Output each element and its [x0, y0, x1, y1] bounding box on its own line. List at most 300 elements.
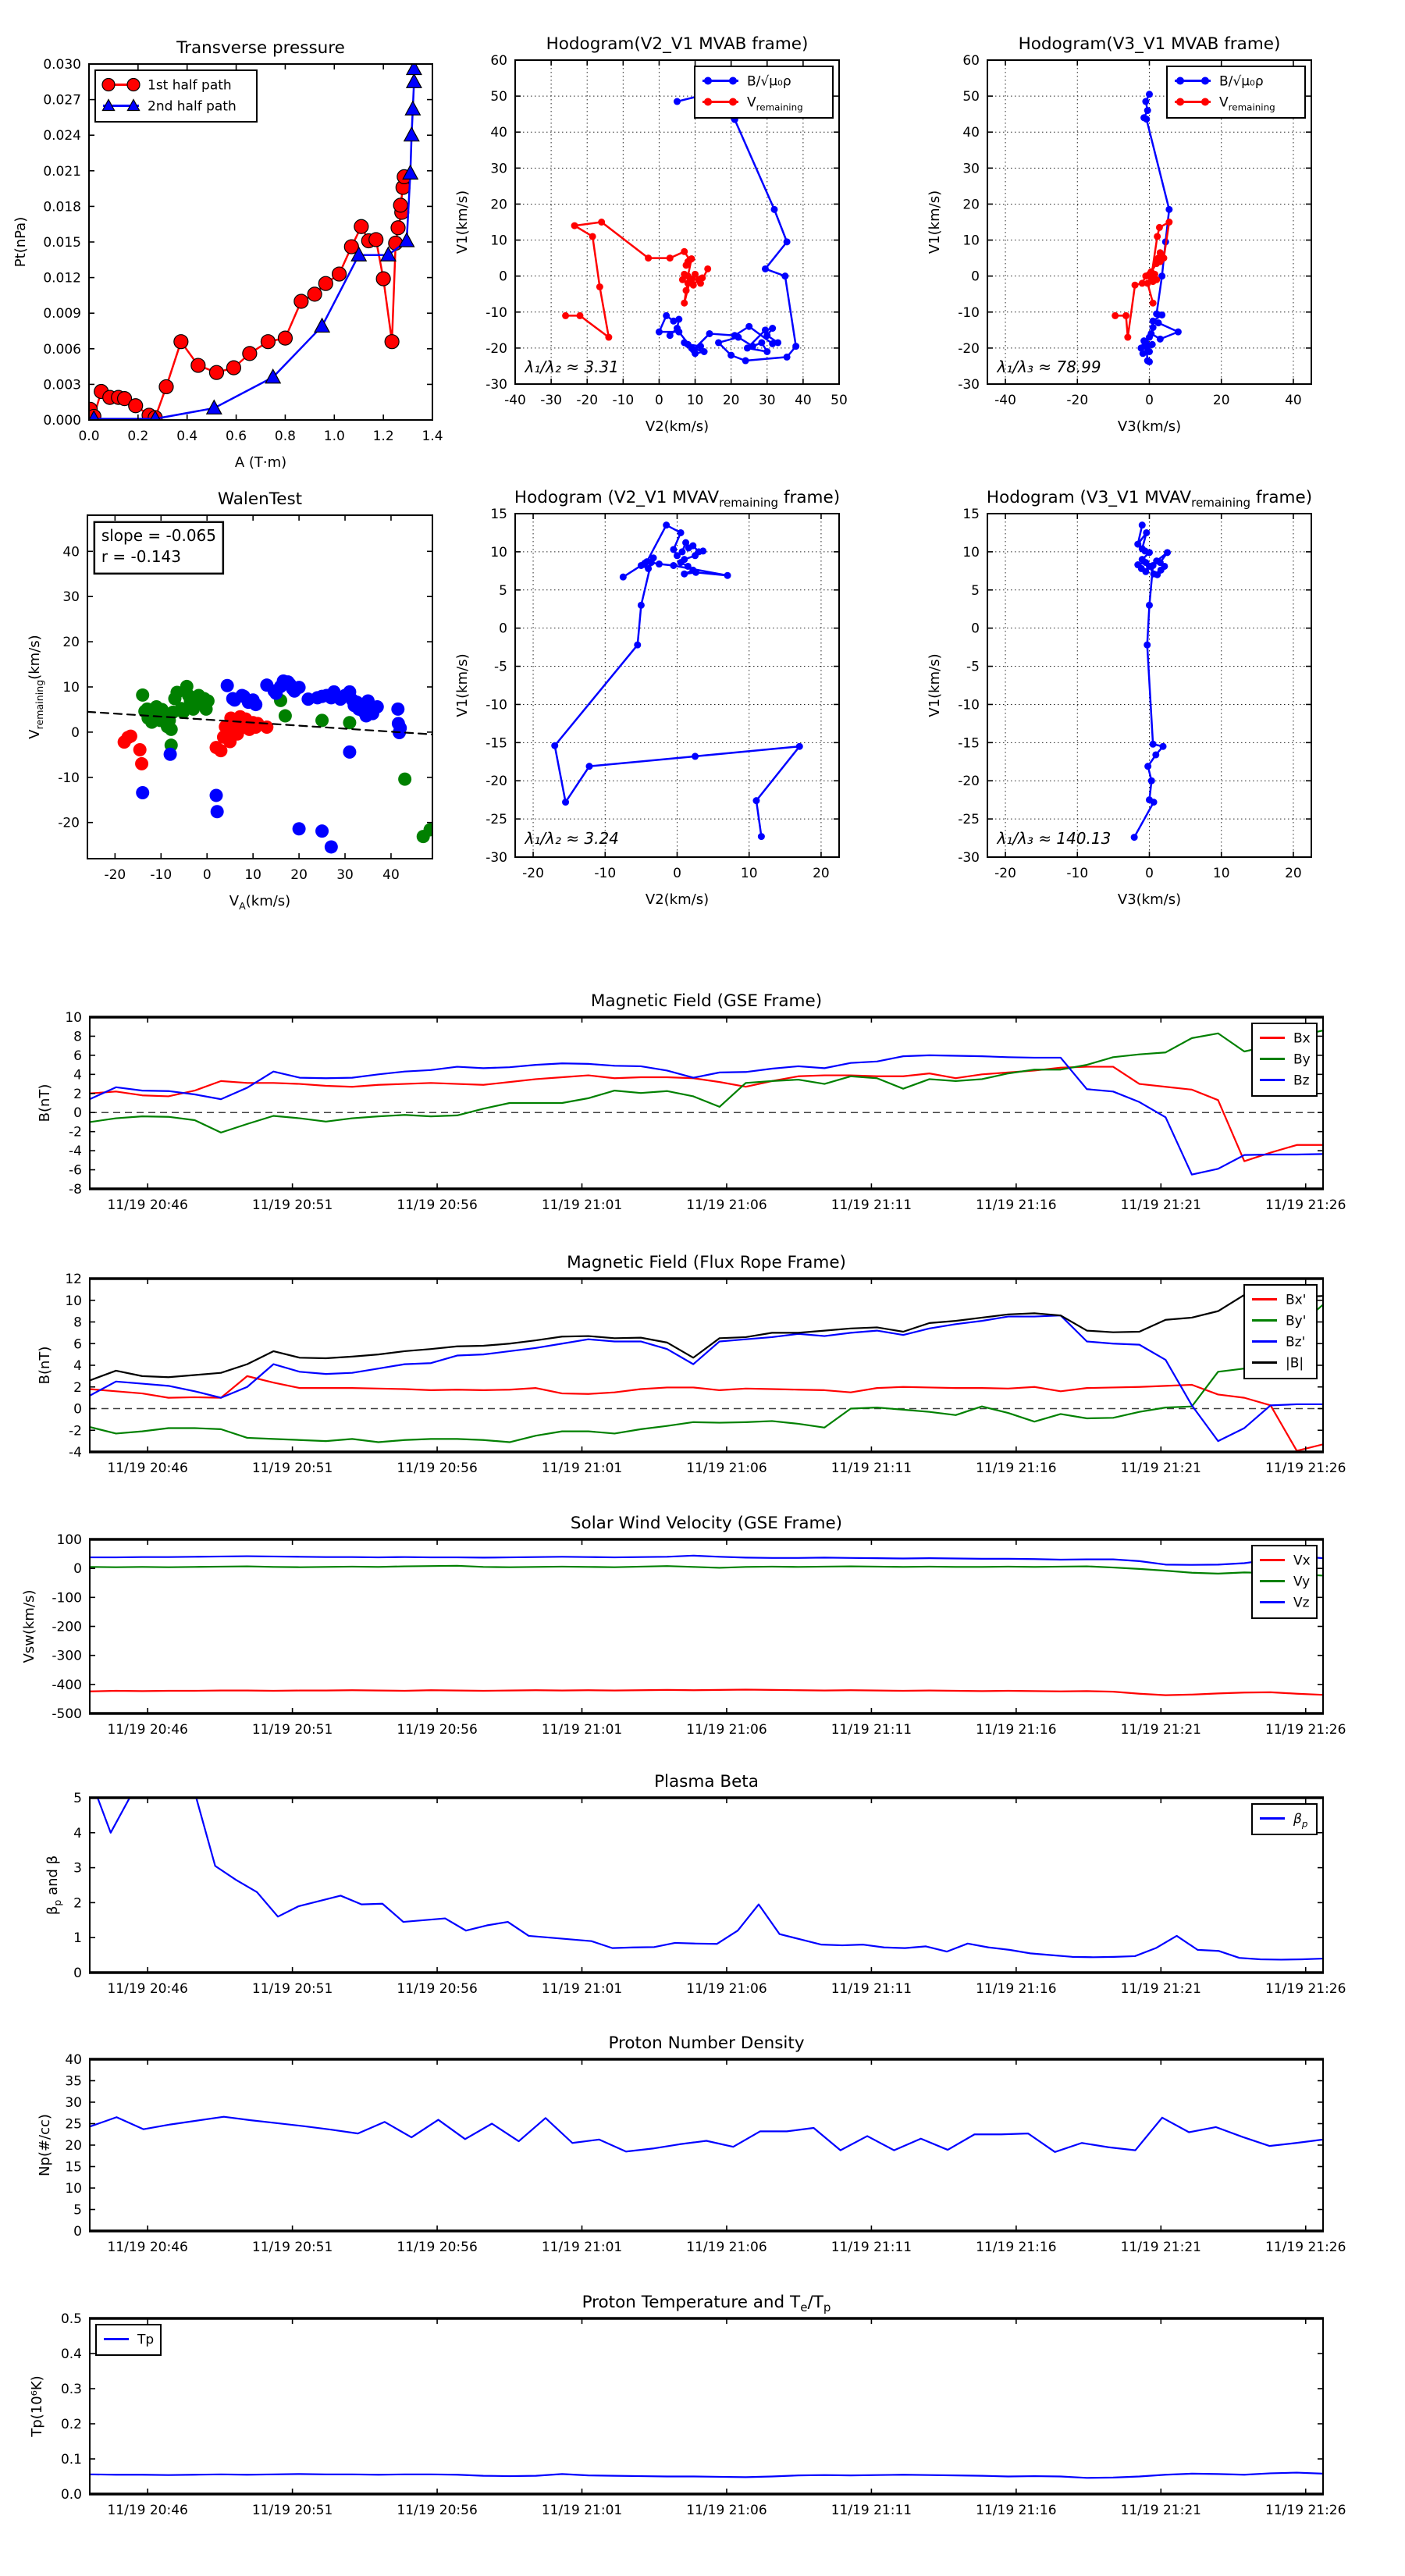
series-Vx: [90, 1690, 1323, 1695]
svg-text:20: 20: [490, 197, 507, 213]
svg-text:Vremaining: $V_{remaining}$: [1219, 94, 1275, 113]
svg-text:11/19 20:46: 11/19 20:46: [107, 1461, 188, 1476]
chart-title: Magnetic Field (Flux Rope Frame): [567, 1253, 846, 1272]
svg-text:-20: -20: [958, 340, 980, 357]
svg-text:11/19 21:11: 11/19 21:11: [831, 1461, 912, 1476]
legend: [1252, 1023, 1317, 1096]
x-axis-label: V2(km/s): [645, 891, 710, 908]
svg-text:11/19 20:56: 11/19 20:56: [397, 1197, 478, 1213]
svg-text:Bx': Bx': [1286, 1292, 1307, 1308]
svg-text:10: 10: [1212, 866, 1230, 881]
plot-plasma-beta: [44, 1772, 1346, 1997]
svg-text:-30: -30: [486, 850, 507, 866]
svg-text:1.4: 1.4: [422, 429, 443, 444]
svg-text:-500: -500: [52, 1706, 82, 1722]
svg-text:0: 0: [73, 1401, 82, 1418]
walen-test-svg: [27, 489, 432, 912]
svg-text:By': By': [1286, 1313, 1307, 1329]
svg-text:11/19 20:51: 11/19 20:51: [251, 1461, 333, 1476]
y-axis-label: $V_{remaining}(km/s)$: [27, 635, 45, 739]
svg-text:100: 100: [56, 1532, 82, 1548]
chart-title: Hodogram (V2_V1 $MVAV_{remaining}$ frame): [514, 488, 841, 510]
series-1st-half-path: [84, 169, 411, 425]
series-walen-green: [136, 680, 436, 843]
svg-text:1.2: 1.2: [372, 429, 394, 444]
svg-text:|B|: |B|: [1286, 1355, 1304, 1372]
svg-text:40: 40: [1285, 393, 1302, 408]
svg-text:0.003: 0.003: [43, 377, 81, 393]
axes-frame: [90, 2318, 1323, 2494]
svg-text:0: 0: [71, 724, 80, 741]
svg-text:Vy: Vy: [1293, 1574, 1311, 1590]
svg-text:Vx: Vx: [1293, 1553, 1311, 1569]
series-B-magnitude: [90, 1292, 1323, 1381]
svg-text:-15: -15: [958, 735, 980, 752]
annotation: [524, 829, 618, 848]
svg-text:10: 10: [962, 544, 980, 560]
svg-text:11/19 21:06: 11/19 21:06: [686, 1461, 767, 1476]
axis-ticks: [65, 2052, 1346, 2255]
svg-text:1st half path: 1st half path: [148, 77, 232, 94]
svg-text:20: 20: [1212, 393, 1230, 408]
svg-text:11/19 21:06: 11/19 21:06: [686, 1197, 767, 1213]
proton-number-density-svg: [37, 2033, 1346, 2255]
svg-text:-40: -40: [504, 393, 526, 408]
chart-title: Proton Number Density: [608, 2033, 805, 2053]
svg-text:11/19 21:16: 11/19 21:16: [976, 1981, 1057, 1997]
svg-text:-25: -25: [958, 812, 980, 828]
svg-text:30: 30: [758, 393, 776, 408]
svg-text:Bz: Bz: [1293, 1073, 1310, 1089]
svg-text:0.0: 0.0: [78, 429, 100, 444]
svg-text:0.021: 0.021: [43, 163, 81, 180]
svg-text:5: 5: [73, 2202, 82, 2218]
svg-text:2nd half path: 2nd half path: [148, 98, 237, 115]
chart-title: Hodogram(V3_V1 MVAB frame): [1018, 34, 1281, 54]
svg-text:0: 0: [202, 867, 212, 883]
svg-text:20: 20: [722, 393, 740, 408]
axes-frame: [90, 2059, 1323, 2231]
svg-text:11/19 21:26: 11/19 21:26: [1265, 1461, 1346, 1476]
svg-text:slope = -0.065: slope = -0.065: [101, 525, 217, 545]
series-V-remaining: [1112, 219, 1172, 341]
svg-text:0.2: 0.2: [60, 2417, 82, 2432]
svg-text:-20: -20: [486, 340, 507, 357]
chart-title: Solar Wind Velocity (GSE Frame): [570, 1514, 843, 1533]
svg-text:r = -0.143: r = -0.143: [101, 546, 182, 566]
svg-text:11/19 21:16: 11/19 21:16: [976, 1461, 1057, 1476]
svg-text:-10: -10: [486, 304, 507, 321]
svg-text:20: 20: [290, 867, 308, 883]
svg-text:25: 25: [65, 2116, 82, 2133]
svg-text:λ₁/λ₂ ≈ 3.31: λ₁/λ₂ ≈ 3.31: [525, 357, 619, 376]
svg-text:-100: -100: [52, 1590, 82, 1606]
svg-text:0.027: 0.027: [43, 92, 81, 109]
y-axis-label: $\beta_p$ and β: [44, 1855, 63, 1916]
plot-hodogram-v3v1-mvab: [927, 34, 1311, 435]
axes-frame: [90, 1539, 1323, 1713]
svg-text:-30: -30: [958, 377, 980, 393]
svg-text:11/19 21:26: 11/19 21:26: [1265, 1197, 1346, 1213]
svg-text:-2: -2: [69, 1423, 82, 1439]
svg-text:11/19 20:46: 11/19 20:46: [107, 1722, 188, 1738]
axis-ticks: [65, 1272, 1346, 1476]
svg-text:0: 0: [73, 2224, 82, 2240]
svg-text:-20: -20: [104, 867, 126, 883]
svg-text:By: By: [1293, 1051, 1311, 1068]
svg-text:0.006: 0.006: [43, 341, 81, 358]
svg-text:11/19 20:46: 11/19 20:46: [107, 1981, 188, 1997]
svg-text:6: 6: [73, 1336, 82, 1353]
series-Bz: [90, 1055, 1323, 1175]
svg-text:40: 40: [490, 125, 507, 141]
svg-text:Bx: Bx: [1293, 1030, 1311, 1047]
legend: [95, 70, 257, 122]
svg-text:-2: -2: [69, 1124, 82, 1140]
svg-text:50: 50: [490, 89, 507, 105]
svg-text:11/19 21:01: 11/19 21:01: [541, 2503, 623, 2518]
svg-text:11/19 21:01: 11/19 21:01: [541, 1461, 623, 1476]
svg-text:-20: -20: [1066, 393, 1089, 408]
svg-text:40: 40: [62, 544, 80, 560]
annotation: [996, 829, 1111, 848]
plot-proton-number-density: [37, 2033, 1346, 2255]
svg-text:50: 50: [831, 393, 848, 408]
svg-text:50: 50: [962, 89, 980, 105]
svg-text:10: 10: [65, 1010, 82, 1026]
svg-text:15: 15: [65, 2159, 82, 2176]
svg-text:0: 0: [1145, 866, 1154, 881]
svg-text:-4: -4: [69, 1144, 82, 1160]
svg-text:-20: -20: [958, 774, 980, 790]
y-axis-label: V1(km/s): [927, 653, 943, 717]
x-axis-label: V2(km/s): [645, 418, 710, 435]
svg-text:-10: -10: [958, 304, 980, 321]
svg-text:35: 35: [65, 2073, 82, 2090]
svg-text:15: 15: [962, 507, 980, 522]
svg-text:0: 0: [1145, 393, 1154, 408]
svg-text:11/19 21:21: 11/19 21:21: [1120, 2240, 1201, 2255]
annotation: [524, 358, 618, 376]
svg-text:11/19 21:21: 11/19 21:21: [1120, 2503, 1201, 2518]
svg-text:11/19 21:01: 11/19 21:01: [541, 1722, 623, 1738]
svg-text:15: 15: [490, 507, 507, 522]
svg-text:20: 20: [62, 635, 80, 651]
svg-text:11/19 20:51: 11/19 20:51: [251, 1197, 333, 1213]
svg-text:0.6: 0.6: [226, 429, 247, 444]
svg-text:4: 4: [73, 1358, 82, 1374]
legend: [1167, 66, 1305, 118]
svg-text:Tp: Tp: [137, 2332, 155, 2348]
svg-text:8: 8: [73, 1029, 82, 1045]
svg-text:-15: -15: [486, 735, 507, 752]
svg-text:0: 0: [971, 269, 980, 285]
svg-text:-10: -10: [58, 770, 80, 786]
svg-text:11/19 20:56: 11/19 20:56: [397, 1461, 478, 1476]
svg-text:5: 5: [499, 582, 507, 599]
svg-text:11/19 20:56: 11/19 20:56: [397, 2503, 478, 2518]
svg-text:20: 20: [813, 866, 830, 881]
svg-text:B/√μ₀ρ: B/√μ₀ρ: [1219, 73, 1264, 90]
svg-text:-6: -6: [69, 1162, 82, 1179]
svg-text:0.3: 0.3: [60, 2382, 82, 2397]
svg-text:1: 1: [73, 1930, 82, 1947]
svg-text:0.009: 0.009: [43, 306, 81, 322]
svg-text:Bz': Bz': [1286, 1334, 1306, 1350]
svg-text:20: 20: [962, 197, 980, 213]
svg-text:-10: -10: [612, 393, 635, 408]
annotation: [94, 522, 223, 574]
svg-text:11/19 20:56: 11/19 20:56: [397, 1722, 478, 1738]
axes-frame: [90, 1798, 1323, 1973]
svg-text:0: 0: [73, 1561, 82, 1578]
svg-text:0.1: 0.1: [60, 2452, 82, 2467]
svg-text:11/19 21:16: 11/19 21:16: [976, 1722, 1057, 1738]
series-V-remaining: [562, 219, 711, 341]
svg-text:10: 10: [62, 680, 80, 696]
chart-title: Hodogram(V2_V1 MVAB frame): [546, 34, 809, 54]
y-axis-label: Vsw(km/s): [21, 1589, 37, 1663]
svg-text:11/19 21:11: 11/19 21:11: [831, 2240, 912, 2255]
svg-text:0: 0: [673, 866, 681, 881]
svg-text:11/19 21:21: 11/19 21:21: [1120, 1197, 1201, 1213]
svg-text:11/19 21:06: 11/19 21:06: [686, 2503, 767, 2518]
svg-text:5: 5: [971, 582, 980, 599]
svg-text:0.4: 0.4: [176, 429, 198, 444]
series-Vz: [90, 1556, 1323, 1565]
series-B-over-sqrt-mu0rho: [656, 91, 799, 364]
svg-text:0.8: 0.8: [274, 429, 296, 444]
chart-title: Proton Temperature and $T_e/T_p$: [582, 2293, 831, 2314]
axis-ticks: [65, 1010, 1346, 1213]
svg-text:0.000: 0.000: [43, 413, 81, 429]
svg-text:11/19 20:51: 11/19 20:51: [251, 2503, 333, 2518]
plot-hodogram-v2v1-mvav: [454, 488, 841, 908]
svg-text:3: 3: [73, 1860, 82, 1877]
svg-text:10: 10: [244, 867, 261, 883]
svg-text:-30: -30: [486, 377, 507, 393]
hodogram-v2v1-mvav-svg: [454, 488, 841, 908]
x-axis-label: $V_A(km/s)$: [229, 893, 291, 912]
svg-text:11/19 21:11: 11/19 21:11: [831, 1722, 912, 1738]
axis-ticks: [61, 2311, 1346, 2518]
svg-text:0: 0: [499, 269, 507, 285]
plot-solar-wind-velocity: [21, 1514, 1346, 1738]
svg-text:-20: -20: [576, 393, 599, 408]
svg-text:11/19 20:56: 11/19 20:56: [397, 2240, 478, 2255]
svg-text:-5: -5: [966, 659, 980, 675]
svg-text:20: 20: [65, 2138, 82, 2154]
chart-title: Plasma Beta: [654, 1772, 759, 1791]
svg-text:0.024: 0.024: [43, 128, 81, 144]
svg-text:11/19 21:16: 11/19 21:16: [976, 2240, 1057, 2255]
svg-text:40: 40: [795, 393, 812, 408]
x-axis-label: A (T·m): [234, 454, 287, 471]
hodogram-v3v1-mvab-svg: [927, 34, 1311, 435]
svg-text:10: 10: [490, 233, 507, 249]
svg-text:1.0: 1.0: [323, 429, 345, 444]
series-By-prime: [90, 1304, 1323, 1442]
legend: [96, 2325, 161, 2355]
svg-text:-400: -400: [52, 1677, 82, 1693]
svg-text:Vz: Vz: [1293, 1595, 1310, 1611]
svg-text:11/19 21:21: 11/19 21:21: [1120, 1722, 1201, 1738]
svg-text:10: 10: [65, 2181, 82, 2197]
svg-text:10: 10: [65, 1293, 82, 1309]
series-Bx: [90, 1067, 1323, 1162]
svg-text:-10: -10: [150, 867, 173, 883]
svg-text:4: 4: [73, 1825, 82, 1841]
svg-text:0: 0: [73, 1105, 82, 1122]
magnetic-field-flux-rope-svg: [37, 1253, 1346, 1476]
svg-text:0.2: 0.2: [127, 429, 149, 444]
series-Vy: [90, 1566, 1323, 1576]
svg-text:11/19 20:46: 11/19 20:46: [107, 2503, 188, 2518]
hodogram-v3v1-mvav-svg: [927, 488, 1313, 908]
svg-text:10: 10: [740, 866, 758, 881]
x-axis-label: V3(km/s): [1117, 891, 1182, 908]
svg-text:λ₁/λ₂ ≈ 3.24: λ₁/λ₂ ≈ 3.24: [525, 829, 619, 849]
svg-text:0.4: 0.4: [60, 2347, 82, 2362]
svg-text:-300: -300: [52, 1648, 82, 1664]
svg-text:20: 20: [1285, 866, 1302, 881]
svg-text:0: 0: [655, 393, 663, 408]
svg-text:8: 8: [73, 1315, 82, 1331]
axes-frame: [90, 1017, 1323, 1189]
series-hodogram-path: [1131, 521, 1171, 841]
svg-text:-20: -20: [58, 815, 80, 831]
chart-title: Magnetic Field (GSE Frame): [590, 991, 823, 1011]
svg-text:60: 60: [962, 53, 980, 69]
y-axis-label: Pt(nPa): [12, 216, 29, 268]
svg-text:-10: -10: [486, 697, 507, 713]
svg-text:11/19 21:26: 11/19 21:26: [1265, 1981, 1346, 1997]
svg-text:11/19 20:51: 11/19 20:51: [251, 1722, 333, 1738]
svg-text:11/19 20:46: 11/19 20:46: [107, 2240, 188, 2255]
y-axis-label: B(nT): [37, 1083, 53, 1123]
svg-text:11/19 20:56: 11/19 20:56: [397, 1981, 478, 1997]
svg-text:30: 30: [65, 2095, 82, 2111]
chart-title: WalenTest: [217, 489, 303, 509]
svg-text:0: 0: [499, 621, 507, 637]
svg-text:-200: -200: [52, 1619, 82, 1635]
svg-text:0.0: 0.0: [60, 2487, 82, 2503]
svg-text:11/19 21:21: 11/19 21:21: [1120, 1981, 1201, 1997]
svg-text:0: 0: [971, 621, 980, 637]
legend: [1252, 1804, 1317, 1834]
svg-text:30: 30: [62, 589, 80, 606]
svg-text:11/19 21:06: 11/19 21:06: [686, 2240, 767, 2255]
svg-text:11/19 21:26: 11/19 21:26: [1265, 2240, 1346, 2255]
svg-text:10: 10: [686, 393, 704, 408]
plot-magnetic-field-flux-rope: [37, 1253, 1346, 1476]
svg-text:0.030: 0.030: [43, 57, 81, 73]
svg-text:60: 60: [490, 53, 507, 69]
svg-text:30: 30: [336, 867, 354, 883]
hodogram-v2v1-mvab-svg: [454, 34, 848, 435]
svg-text:-30: -30: [958, 850, 980, 866]
svg-text:2: 2: [73, 1895, 82, 1912]
series-Np: [90, 2117, 1323, 2152]
svg-text:11/19 21:11: 11/19 21:11: [831, 1197, 912, 1213]
svg-text:4: 4: [73, 1067, 82, 1083]
svg-text:40: 40: [65, 2052, 82, 2068]
svg-text:B/√μ₀ρ: B/√μ₀ρ: [747, 73, 791, 90]
y-axis-label: V1(km/s): [927, 190, 943, 254]
legend: [695, 66, 833, 118]
axis-ticks: [73, 1791, 1346, 1997]
svg-text:11/19 21:01: 11/19 21:01: [541, 1197, 623, 1213]
annotation: [996, 358, 1101, 376]
svg-text:-25: -25: [486, 812, 507, 828]
axis-ticks: [958, 507, 1311, 881]
svg-text:30: 30: [962, 161, 980, 177]
svg-text:10: 10: [490, 544, 507, 560]
svg-text:11/19 21:06: 11/19 21:06: [686, 1981, 767, 1997]
svg-text:40: 40: [962, 125, 980, 141]
svg-text:βp: $\beta_p$: [1293, 1811, 1308, 1830]
svg-text:10: 10: [962, 233, 980, 249]
transverse-pressure-svg: [12, 38, 443, 471]
svg-text:0.5: 0.5: [60, 2311, 82, 2327]
svg-text:6: 6: [73, 1048, 82, 1064]
svg-text:11/19 21:26: 11/19 21:26: [1265, 1722, 1346, 1738]
svg-text:0.018: 0.018: [43, 199, 81, 215]
svg-text:11/19 20:46: 11/19 20:46: [107, 1197, 188, 1213]
svg-text:11/19 20:51: 11/19 20:51: [251, 1981, 333, 1997]
svg-text:12: 12: [65, 1272, 82, 1287]
svg-text:-20: -20: [522, 866, 544, 881]
svg-text:11/19 21:01: 11/19 21:01: [541, 2240, 623, 2255]
y-axis-label: V1(km/s): [454, 653, 471, 717]
svg-text:5: 5: [73, 1791, 82, 1806]
svg-text:2: 2: [73, 1086, 82, 1102]
chart-title: Hodogram (V3_V1 $MVAV_{remaining}$ frame): [986, 488, 1313, 510]
plot-hodogram-v2v1-mvab: [454, 34, 848, 435]
svg-text:11/19 21:26: 11/19 21:26: [1265, 2503, 1346, 2518]
legend: [1252, 1546, 1317, 1618]
svg-text:40: 40: [382, 867, 400, 883]
svg-text:11/19 21:11: 11/19 21:11: [831, 2503, 912, 2518]
svg-text:11/19 21:16: 11/19 21:16: [976, 1197, 1057, 1213]
y-axis-label: V1(km/s): [454, 190, 471, 254]
svg-text:0: 0: [73, 1966, 82, 1981]
y-axis-label: Np(#/cc): [37, 2114, 53, 2176]
svg-text:11/19 21:21: 11/19 21:21: [1120, 1461, 1201, 1476]
plot-transverse-pressure: [12, 38, 443, 471]
svg-text:11/19 21:16: 11/19 21:16: [976, 2503, 1057, 2518]
magnetic-field-gse-svg: [37, 991, 1346, 1213]
svg-text:2: 2: [73, 1379, 82, 1396]
svg-text:-40: -40: [994, 393, 1016, 408]
svg-text:0.012: 0.012: [43, 270, 81, 286]
svg-text:30: 30: [490, 161, 507, 177]
svg-text:-10: -10: [594, 866, 617, 881]
svg-text:-30: -30: [540, 393, 563, 408]
svg-text:11/19 21:01: 11/19 21:01: [541, 1981, 623, 1997]
svg-text:-4: -4: [69, 1445, 82, 1461]
plot-walen-test: [27, 489, 432, 912]
chart-title: Transverse pressure: [176, 38, 345, 58]
solar-wind-velocity-svg: [21, 1514, 1346, 1738]
svg-text:11/19 21:06: 11/19 21:06: [686, 1722, 767, 1738]
svg-text:-10: -10: [1066, 866, 1089, 881]
svg-text:-8: -8: [69, 1182, 82, 1197]
plot-hodogram-v3v1-mvav: [927, 488, 1313, 908]
plot-proton-temperature: [29, 2293, 1346, 2518]
svg-text:λ₁/λ₃ ≈ 78.99: λ₁/λ₃ ≈ 78.99: [997, 357, 1101, 376]
y-axis-label: B(nT): [37, 1346, 53, 1385]
